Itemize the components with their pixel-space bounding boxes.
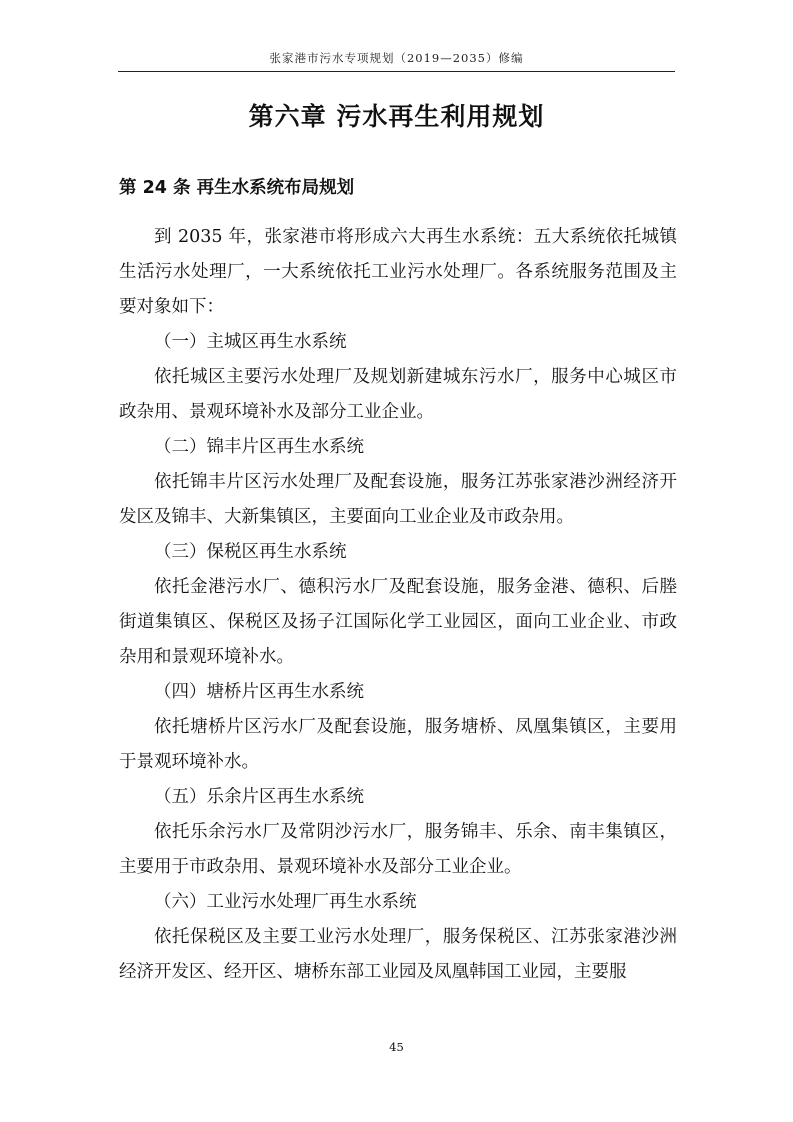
item-heading-6: （六）工业污水处理厂再生水系统: [154, 892, 417, 912]
item-heading-4: （四）塘桥片区再生水系统: [154, 682, 364, 702]
page-number: 45: [389, 1040, 404, 1054]
header-rule: [118, 71, 675, 72]
running-header: 张家港市污水专项规划（2019—2035）修编: [269, 51, 524, 65]
paragraph-intro: 到 2035 年，张家港市将形成六大再生水系统：五大系统依托城镇生活污水处理厂，一大系统依托工业污水处理厂。各系统服务范围及主要对象如下：: [119, 227, 677, 317]
item-heading-5: （五）乐余片区再生水系统: [154, 787, 364, 807]
paragraph-3: 依托金港污水厂、德积污水厂及配套设施，服务金港、德积、后塍街道集镇区、保税区及扬子江国际化学工业园区，面向工业企业、市政杂用和景观环境补水。: [119, 577, 677, 667]
item-heading-2: （二）锦丰片区再生水系统: [154, 437, 364, 457]
paragraph-2: 依托锦丰片区污水处理厂及配套设施，服务江苏张家港沙洲经济开发区及锦丰、大新集镇区，主要面向工业企业及市政杂用。: [119, 472, 677, 527]
item-heading-1: （一）主城区再生水系统: [154, 332, 347, 352]
chapter-title: 第六章 污水再生利用规划: [248, 102, 545, 131]
body-text: [119, 220, 677, 990]
paragraph-5: 依托乐余污水厂及常阴沙污水厂，服务锦丰、乐余、南丰集镇区，主要用于市政杂用、景观环境补水及部分工业企业。: [119, 822, 677, 877]
section-heading: 第 24 条 再生水系统布局规划: [119, 178, 355, 198]
item-heading-3: （三）保税区再生水系统: [154, 542, 347, 562]
paragraph-1: 依托城区主要污水处理厂及规划新建城东污水厂，服务中心城区市政杂用、景观环境补水及部分工业企业。: [119, 367, 677, 422]
paragraph-6: 依托保税区及主要工业污水处理厂，服务保税区、江苏张家港沙洲经济开发区、经开区、塘桥东部工业园及凤凰韩国工业园，主要服: [119, 927, 677, 982]
paragraph-4: 依托塘桥片区污水厂及配套设施，服务塘桥、凤凰集镇区，主要用于景观环境补水。: [119, 717, 677, 772]
